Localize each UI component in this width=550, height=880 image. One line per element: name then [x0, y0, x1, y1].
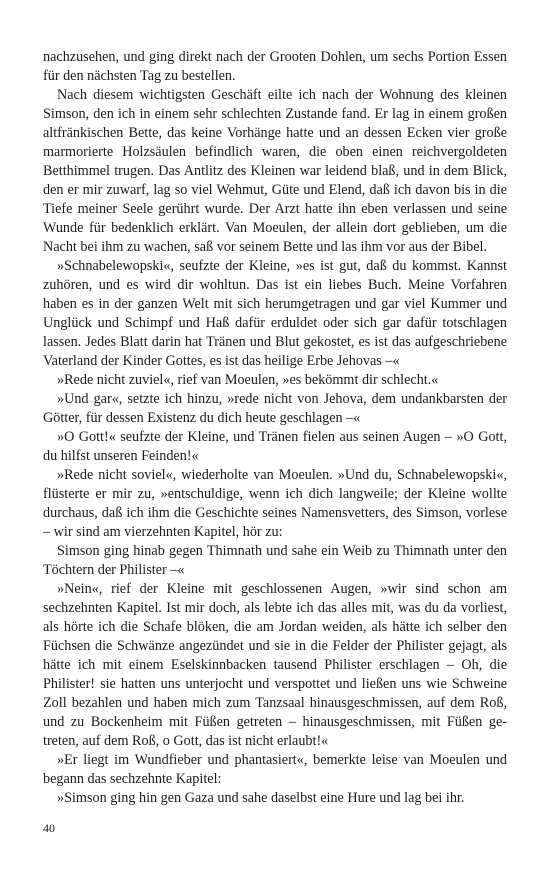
- paragraph: »Er liegt im Wundfieber und phantasiert«, bemerkte leise van Moeulen und begann das sechzehnte Kapitel:: [43, 752, 507, 787]
- paragraph: Simson ging hinab gegen Thimnath und sahe ein Weib zu Thimnath unter den Töchtern der Philister –«: [43, 543, 507, 578]
- paragraph: »O Gott!« seufzte der Kleine, und Tränen fielen aus seinen Augen – »O Gott, du hilfst unseren Feinden!«: [43, 429, 507, 464]
- paragraph: »Und gar«, setzte ich hinzu, »rede nicht von Jehova, dem undankbarsten der Götter, für dessen Existenz du dich heute geschlagen –«: [43, 391, 507, 426]
- paragraph: »Schnabelewopski«, seufzte der Kleine, »es ist gut, daß du kommst. Kannst zuhören, und es wird dir wohltun. Das ist ein liebes Buch. Meine Vorfahren haben es in der ganzen Welt mit sich herumgetragen und gar viel Kummer und Unglück und Schimpf und Haß dafür erduldet oder sich gar dafür totschlagen lassen. Jedes Blatt darin hat Tränen und Blut gekostet, es ist das aufgeschriebene Vaterland der Kinder Gottes, es ist das heilige Erbe Jehovas –«: [43, 258, 507, 369]
- paragraph: »Nein«, rief der Kleine mit geschlossenen Augen, »wir sind schon am sechzehnten Kapitel. Ist mir doch, als lebte ich das alles mit, was du da vorliest, als hörte ich die Schafe blöken, die am Jordan weiden, als hätte ich selber den Füchsen die Schwänze angezündet und sie in die Felder der Philister gejagt, als hätte ich mit einem Eselskinnbacken tausend Philister erschlagen – Oh, die Philister! sie hatten uns unterjocht und verspottet und ließen uns wie Schweine Zoll bezahlen und haben mich zum Tanzsaal hinausgeschmissen, auf dem Roß, und zu Bockenheim mit Füßen getreten – hinausgeschmissen, mit Füßen getreten, auf dem Roß, o Gott, das ist nicht erlaubt!«: [43, 581, 507, 749]
- paragraph: Nach diesem wichtigsten Geschäft eilte ich nach der Wohnung des kleinen Simson, den ich in einem sehr schlechten Zustande fand. Er lag in einem großen altfränkischen Bette, das keine Vorhänge hatte und an dessen Ecken vier große marmorierte Holzsäulen befindlich waren, die oben einen reichvergoldeten Betthimmel trugen. Das Antlitz des Kleinen war leidend blaß, und in dem Blick, den er mir zuwarf, lag so viel Wehmut, Güte und Elend, daß ich davon bis in die Tiefe meiner Seele gerührt wurde. Der Arzt hatte ihn eben verlassen und seine Wunde für bedenklich erklärt. Van Moeulen, der allein dort geblieben, um die Nacht bei ihm zu wachen, saß vor seinem Bette und las ihm vor aus der Bibel.: [43, 87, 507, 255]
- paragraph: nachzusehen, und ging direkt nach der Grooten Dohlen, um sechs Portion Essen für den nächsten Tag zu bestellen.: [43, 49, 507, 84]
- paragraph: »Simson ging hin gen Gaza und sahe daselbst eine Hure und lag bei ihr.: [57, 790, 465, 806]
- paragraph: »Rede nicht zuviel«, rief van Moeulen, »es bekömmt dir schlecht.«: [57, 372, 439, 388]
- body-text: [43, 48, 507, 808]
- page-number: 40: [43, 821, 55, 835]
- paragraph: »Rede nicht soviel«, wiederholte van Moeulen. »Und du, Schnabelewopski«, flüsterte er mir zu, »entschuldige, wenn ich dich langweile; der Kleine wollte durchaus, daß ich ihm die Geschichte seines Namensvetters, des Simson, vorlese – wir sind am vierzehnten Kapitel, hör zu:: [43, 467, 507, 540]
